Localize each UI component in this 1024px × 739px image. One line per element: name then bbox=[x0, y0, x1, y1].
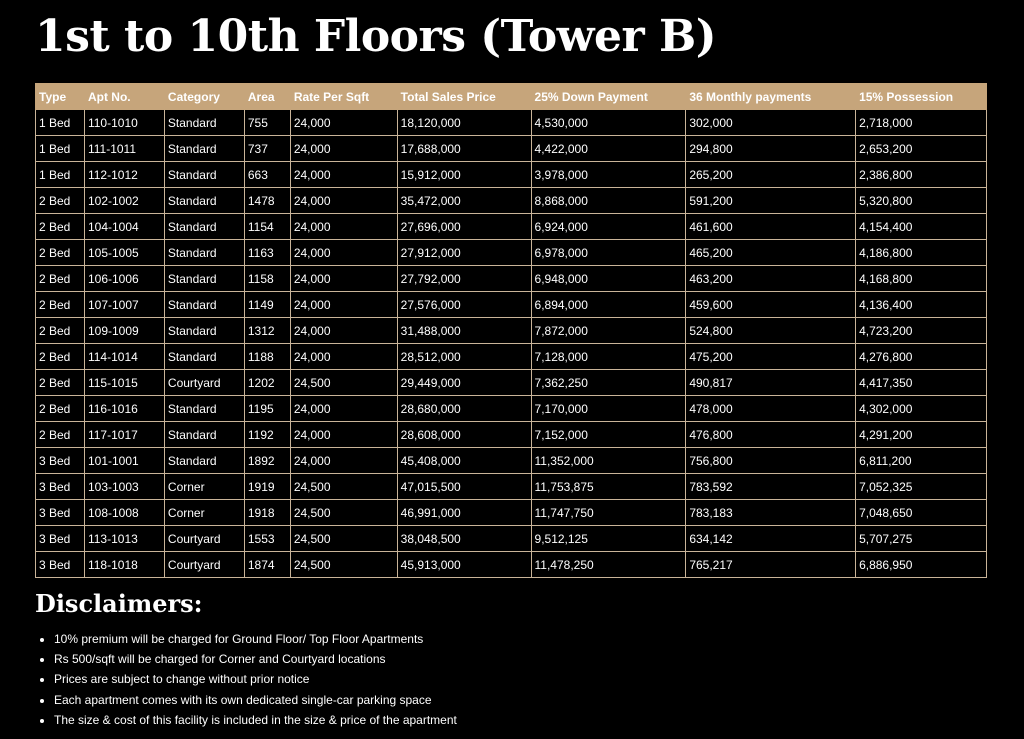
table-cell: 24,000 bbox=[290, 292, 397, 318]
table-cell: 756,800 bbox=[686, 448, 856, 474]
table-cell: 31,488,000 bbox=[397, 318, 531, 344]
table-cell: 6,811,200 bbox=[856, 448, 987, 474]
table-row bbox=[36, 448, 987, 474]
table-cell: 11,747,750 bbox=[531, 500, 686, 526]
table-cell: 113-1013 bbox=[84, 526, 164, 552]
table-cell: 115-1015 bbox=[84, 370, 164, 396]
table-cell: 7,128,000 bbox=[531, 344, 686, 370]
table-cell: 24,500 bbox=[290, 500, 397, 526]
table-cell: 1892 bbox=[244, 448, 290, 474]
table-cell: 2 Bed bbox=[36, 370, 85, 396]
table-cell: 478,000 bbox=[686, 396, 856, 422]
table-cell: 28,512,000 bbox=[397, 344, 531, 370]
table-cell: 3 Bed bbox=[36, 474, 85, 500]
table-cell: 4,136,400 bbox=[856, 292, 987, 318]
table-row bbox=[36, 500, 987, 526]
disclaimers-list bbox=[35, 629, 457, 730]
table-cell: 4,291,200 bbox=[856, 422, 987, 448]
table-cell: 6,924,000 bbox=[531, 214, 686, 240]
column-header: Total Sales Price bbox=[397, 84, 531, 110]
table-row bbox=[36, 162, 987, 188]
table-cell: 24,500 bbox=[290, 552, 397, 578]
table-cell: 3 Bed bbox=[36, 526, 85, 552]
table-cell: 7,362,250 bbox=[531, 370, 686, 396]
table-cell: 24,000 bbox=[290, 422, 397, 448]
table-cell: 1188 bbox=[244, 344, 290, 370]
table-cell: 2 Bed bbox=[36, 266, 85, 292]
table-cell: 1919 bbox=[244, 474, 290, 500]
table-cell: 24,000 bbox=[290, 214, 397, 240]
table-cell: 2 Bed bbox=[36, 188, 85, 214]
table-cell: 24,500 bbox=[290, 526, 397, 552]
table-cell: 3 Bed bbox=[36, 448, 85, 474]
table-cell: 24,500 bbox=[290, 370, 397, 396]
table-cell: 108-1008 bbox=[84, 500, 164, 526]
table-row bbox=[36, 552, 987, 578]
table-row bbox=[36, 422, 987, 448]
header-row bbox=[36, 84, 987, 110]
table-cell: 4,186,800 bbox=[856, 240, 987, 266]
table-cell: 104-1004 bbox=[84, 214, 164, 240]
table-cell: 1163 bbox=[244, 240, 290, 266]
table-cell: 265,200 bbox=[686, 162, 856, 188]
table-cell: 110-1010 bbox=[84, 110, 164, 136]
table-cell: 2,653,200 bbox=[856, 136, 987, 162]
table-cell: 3 Bed bbox=[36, 500, 85, 526]
table-cell: 1202 bbox=[244, 370, 290, 396]
table-cell: 2 Bed bbox=[36, 240, 85, 266]
table-cell: 27,792,000 bbox=[397, 266, 531, 292]
table-cell: 46,991,000 bbox=[397, 500, 531, 526]
table-cell: 7,152,000 bbox=[531, 422, 686, 448]
table-cell: 1154 bbox=[244, 214, 290, 240]
table-cell: 2 Bed bbox=[36, 292, 85, 318]
table-cell: 107-1007 bbox=[84, 292, 164, 318]
table-cell: 117-1017 bbox=[84, 422, 164, 448]
column-header: Type bbox=[36, 84, 85, 110]
table-cell: Courtyard bbox=[164, 552, 244, 578]
table-cell: Standard bbox=[164, 110, 244, 136]
table-cell: 28,608,000 bbox=[397, 422, 531, 448]
table-cell: 101-1001 bbox=[84, 448, 164, 474]
table-cell: 27,696,000 bbox=[397, 214, 531, 240]
table-cell: 302,000 bbox=[686, 110, 856, 136]
table-cell: Standard bbox=[164, 318, 244, 344]
table-cell: 1312 bbox=[244, 318, 290, 344]
table-row bbox=[36, 292, 987, 318]
table-row bbox=[36, 136, 987, 162]
table-cell: Courtyard bbox=[164, 370, 244, 396]
table-cell: 24,000 bbox=[290, 318, 397, 344]
table-cell: 591,200 bbox=[686, 188, 856, 214]
table-cell: 24,000 bbox=[290, 240, 397, 266]
table-cell: 765,217 bbox=[686, 552, 856, 578]
table-cell: 7,872,000 bbox=[531, 318, 686, 344]
table-cell: 3 Bed bbox=[36, 552, 85, 578]
table-cell: 461,600 bbox=[686, 214, 856, 240]
table-cell: 476,800 bbox=[686, 422, 856, 448]
table-cell: 1478 bbox=[244, 188, 290, 214]
table-cell: 111-1011 bbox=[84, 136, 164, 162]
table-cell: 24,000 bbox=[290, 188, 397, 214]
disclaimers-title: Disclaimers: bbox=[35, 589, 203, 618]
table-cell: 105-1005 bbox=[84, 240, 164, 266]
table-cell: 783,592 bbox=[686, 474, 856, 500]
table-cell: 4,302,000 bbox=[856, 396, 987, 422]
column-header: 36 Monthly payments bbox=[686, 84, 856, 110]
table-cell: 5,320,800 bbox=[856, 188, 987, 214]
table-row bbox=[36, 370, 987, 396]
table-cell: 38,048,500 bbox=[397, 526, 531, 552]
table-cell: Standard bbox=[164, 422, 244, 448]
table-row bbox=[36, 474, 987, 500]
table-cell: 463,200 bbox=[686, 266, 856, 292]
table-cell: 15,912,000 bbox=[397, 162, 531, 188]
table-cell: 11,478,250 bbox=[531, 552, 686, 578]
table-cell: 1158 bbox=[244, 266, 290, 292]
disclaimer-item: • Prices are subject to change without prior notice bbox=[54, 669, 457, 689]
table-cell: Standard bbox=[164, 292, 244, 318]
table-cell: Standard bbox=[164, 188, 244, 214]
table-cell: 45,913,000 bbox=[397, 552, 531, 578]
table-cell: Standard bbox=[164, 266, 244, 292]
table-cell: 47,015,500 bbox=[397, 474, 531, 500]
table-cell: 29,449,000 bbox=[397, 370, 531, 396]
table-cell: 116-1016 bbox=[84, 396, 164, 422]
table-cell: Courtyard bbox=[164, 526, 244, 552]
table-cell: 11,352,000 bbox=[531, 448, 686, 474]
table-cell: 294,800 bbox=[686, 136, 856, 162]
table-row bbox=[36, 214, 987, 240]
table-cell: 8,868,000 bbox=[531, 188, 686, 214]
table-cell: 1 Bed bbox=[36, 110, 85, 136]
table-cell: 2,386,800 bbox=[856, 162, 987, 188]
table-cell: 1149 bbox=[244, 292, 290, 318]
table-cell: 28,680,000 bbox=[397, 396, 531, 422]
column-header: 25% Down Payment bbox=[531, 84, 686, 110]
table-cell: 2 Bed bbox=[36, 214, 85, 240]
table-cell: 24,000 bbox=[290, 448, 397, 474]
table-row bbox=[36, 344, 987, 370]
table-cell: 475,200 bbox=[686, 344, 856, 370]
table-cell: 1192 bbox=[244, 422, 290, 448]
table-body bbox=[36, 110, 987, 578]
column-header: Category bbox=[164, 84, 244, 110]
table-cell: 634,142 bbox=[686, 526, 856, 552]
page-title: 1st to 10th Floors (Tower B) bbox=[35, 11, 717, 62]
table-cell: 459,600 bbox=[686, 292, 856, 318]
table-cell: Corner bbox=[164, 500, 244, 526]
table-cell: Corner bbox=[164, 474, 244, 500]
column-header: Rate Per Sqft bbox=[290, 84, 397, 110]
table-row bbox=[36, 188, 987, 214]
table-cell: 490,817 bbox=[686, 370, 856, 396]
table-cell: 118-1018 bbox=[84, 552, 164, 578]
table-cell: Standard bbox=[164, 162, 244, 188]
table-cell: 6,886,950 bbox=[856, 552, 987, 578]
table-cell: 663 bbox=[244, 162, 290, 188]
table-cell: 4,530,000 bbox=[531, 110, 686, 136]
table-cell: 4,417,350 bbox=[856, 370, 987, 396]
table-cell: 1553 bbox=[244, 526, 290, 552]
table-cell: 1195 bbox=[244, 396, 290, 422]
table-row bbox=[36, 526, 987, 552]
table-cell: 103-1003 bbox=[84, 474, 164, 500]
disclaimer-item: • Rs 500/sqft will be charged for Corner and Courtyard locations bbox=[54, 649, 457, 669]
table-cell: 6,894,000 bbox=[531, 292, 686, 318]
table-cell: 45,408,000 bbox=[397, 448, 531, 474]
table-cell: 6,978,000 bbox=[531, 240, 686, 266]
table-row bbox=[36, 318, 987, 344]
table-cell: 24,000 bbox=[290, 136, 397, 162]
table-cell: Standard bbox=[164, 396, 244, 422]
table-cell: Standard bbox=[164, 448, 244, 474]
table-row bbox=[36, 266, 987, 292]
table-cell: 24,000 bbox=[290, 396, 397, 422]
column-header: 15% Possession bbox=[856, 84, 987, 110]
table-cell: 27,912,000 bbox=[397, 240, 531, 266]
table-row bbox=[36, 240, 987, 266]
table-cell: 102-1002 bbox=[84, 188, 164, 214]
table-cell: 465,200 bbox=[686, 240, 856, 266]
table-cell: 2 Bed bbox=[36, 396, 85, 422]
table-cell: 24,500 bbox=[290, 474, 397, 500]
table-cell: Standard bbox=[164, 344, 244, 370]
table-cell: 4,276,800 bbox=[856, 344, 987, 370]
column-header: Apt No. bbox=[84, 84, 164, 110]
table-cell: Standard bbox=[164, 136, 244, 162]
table-cell: 7,048,650 bbox=[856, 500, 987, 526]
table-cell: 18,120,000 bbox=[397, 110, 531, 136]
table-cell: 755 bbox=[244, 110, 290, 136]
table-cell: 27,576,000 bbox=[397, 292, 531, 318]
disclaimer-item: • The size & cost of this facility is included in the size & price of the apartment bbox=[54, 710, 457, 730]
table-header bbox=[36, 84, 987, 110]
table-cell: 1918 bbox=[244, 500, 290, 526]
table-cell: 9,512,125 bbox=[531, 526, 686, 552]
table-cell: 4,723,200 bbox=[856, 318, 987, 344]
table-cell: 2 Bed bbox=[36, 344, 85, 370]
table-cell: 7,170,000 bbox=[531, 396, 686, 422]
table-cell: 5,707,275 bbox=[856, 526, 987, 552]
table-cell: 114-1014 bbox=[84, 344, 164, 370]
table-cell: 2 Bed bbox=[36, 318, 85, 344]
table-cell: 737 bbox=[244, 136, 290, 162]
table-cell: 112-1012 bbox=[84, 162, 164, 188]
column-header: Area bbox=[244, 84, 290, 110]
table-cell: 2 Bed bbox=[36, 422, 85, 448]
table-cell: 24,000 bbox=[290, 110, 397, 136]
table-cell: 109-1009 bbox=[84, 318, 164, 344]
table-cell: 4,422,000 bbox=[531, 136, 686, 162]
pricing-table bbox=[35, 83, 987, 578]
table-cell: 24,000 bbox=[290, 162, 397, 188]
table-cell: 2,718,000 bbox=[856, 110, 987, 136]
table-cell: Standard bbox=[164, 214, 244, 240]
table-cell: 24,000 bbox=[290, 266, 397, 292]
table-cell: 4,168,800 bbox=[856, 266, 987, 292]
table-cell: 35,472,000 bbox=[397, 188, 531, 214]
table-cell: 3,978,000 bbox=[531, 162, 686, 188]
table-cell: 783,183 bbox=[686, 500, 856, 526]
table-row bbox=[36, 110, 987, 136]
table-cell: 11,753,875 bbox=[531, 474, 686, 500]
table-cell: 524,800 bbox=[686, 318, 856, 344]
disclaimer-item: • 10% premium will be charged for Ground Floor/ Top Floor Apartments bbox=[54, 629, 457, 649]
table-cell: 4,154,400 bbox=[856, 214, 987, 240]
table-cell: 1874 bbox=[244, 552, 290, 578]
table-cell: 6,948,000 bbox=[531, 266, 686, 292]
disclaimer-item: • Each apartment comes with its own dedicated single-car parking space bbox=[54, 690, 457, 710]
table-cell: 1 Bed bbox=[36, 136, 85, 162]
table-cell: 7,052,325 bbox=[856, 474, 987, 500]
table-cell: 24,000 bbox=[290, 344, 397, 370]
table-cell: 106-1006 bbox=[84, 266, 164, 292]
table-cell: 1 Bed bbox=[36, 162, 85, 188]
table-cell: 17,688,000 bbox=[397, 136, 531, 162]
table-row bbox=[36, 396, 987, 422]
table-cell: Standard bbox=[164, 240, 244, 266]
